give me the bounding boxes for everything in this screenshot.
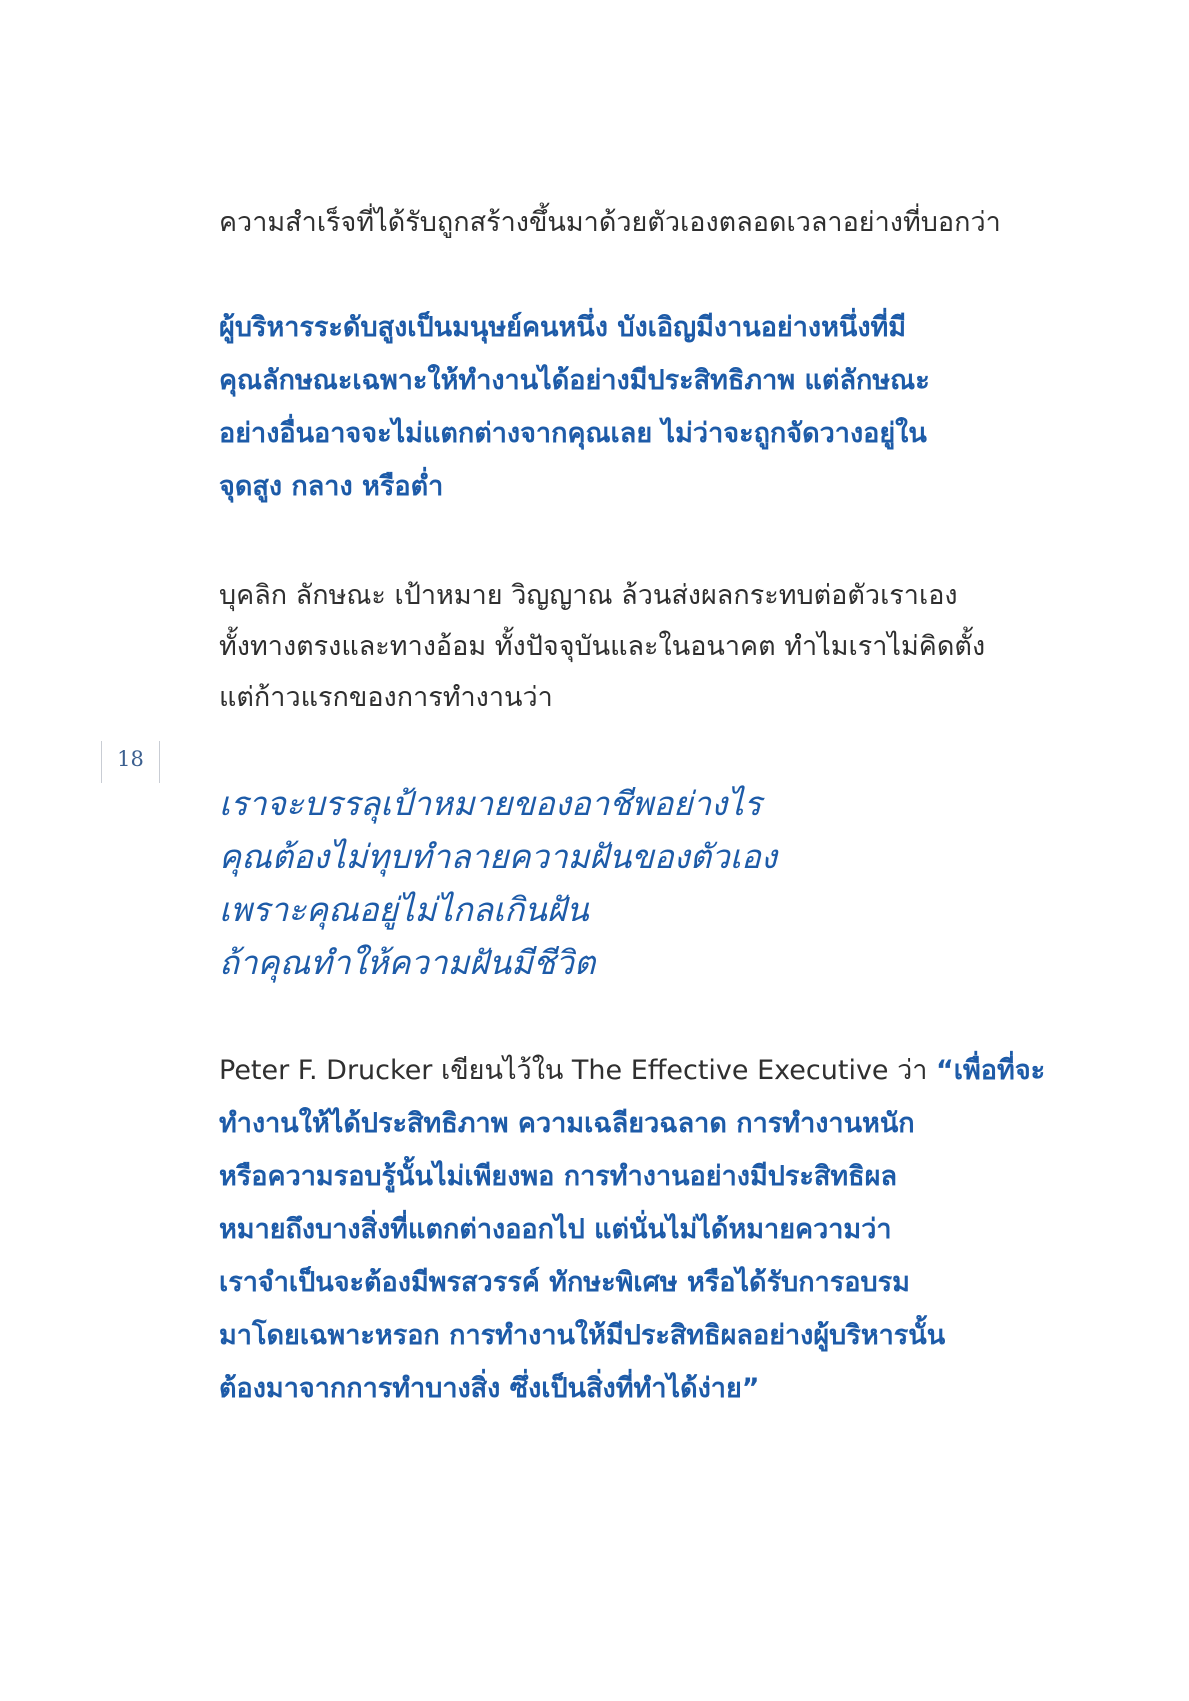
body-line-2: ทั้งทางตรงและทางอ้อม ทั้งปัจจุบันและในอนาคต ทำไมเราไม่คิดตั้ง: [219, 631, 986, 662]
quote-line-6: ต้องมาจากการทำบางสิ่ง ซึ่งเป็นสิ่งที่ทำได้ง่าย”: [219, 1373, 760, 1404]
quote-line-1: ทำงานให้ได้ประสิทธิภาพ ความเฉลียวฉลาด การทำงานหนัก: [219, 1108, 915, 1139]
page-number-marker: [101, 741, 160, 783]
body-line-1: บุคลิก ลักษณะ เป้าหมาย วิญญาณ ล้วนส่งผลกระทบต่อตัวเราเอง: [219, 580, 958, 611]
quote-lead-bold: “เพื่อที่จะ: [936, 1055, 1046, 1086]
quote-lead-text: Peter F. Drucker เขียนไว้ใน The Effective Executive ว่า: [219, 1055, 937, 1086]
page-number: 18: [117, 747, 144, 771]
highlight-line-4: จุดสูง กลาง หรือต่ำ: [219, 471, 444, 502]
quote-line-3: หมายถึงบางสิ่งที่แตกต่างออกไป แต่นั่นไม่ได้หมายความว่า: [219, 1214, 892, 1245]
highlight-line-2: คุณลักษณะเฉพาะให้ทำงานได้อย่างมีประสิทธิภาพ แต่ลักษณะ: [219, 365, 930, 396]
poem-line-4: ถ้าคุณทำให้ความฝันมีชีวิต: [219, 943, 596, 982]
quote-line-4: เราจำเป็นจะต้องมีพรสวรรค์ ทักษะพิเศษ หรือได้รับการอบรม: [219, 1267, 910, 1298]
poem-line-3: เพราะคุณอยู่ไม่ไกลเกินฝัน: [219, 890, 589, 929]
poem-line-2: คุณต้องไม่ทุบทำลายความฝันของตัวเอง: [219, 837, 777, 876]
intro-text: ความสำเร็จที่ได้รับถูกสร้างขึ้นมาด้วยตัวเองตลอดเวลาอย่างที่บอกว่า: [219, 207, 1001, 238]
body-line-3: แต่ก้าวแรกของการทำงานว่า: [219, 682, 553, 713]
highlight-line-3: อย่างอื่นอาจจะไม่แตกต่างจากคุณเลย ไม่ว่าจะถูกจัดวางอยู่ใน: [219, 418, 927, 449]
quote-lead-line: [219, 1048, 1045, 1091]
highlight-line-1: ผู้บริหารระดับสูงเป็นมนุษย์คนหนึ่ง บังเอิญมีงานอย่างหนึ่งที่มี: [219, 312, 907, 343]
quote-line-2: หรือความรอบรู้นั้นไม่เพียงพอ การทำงานอย่างมีประสิทธิผล: [219, 1161, 898, 1192]
quote-line-5: มาโดยเฉพาะหรอก การทำงานให้มีประสิทธิผลอย่างผู้บริหารนั้น: [219, 1320, 946, 1351]
poem-line-1: เราจะบรรลุเป้าหมายของอาชีพอย่างไร: [219, 784, 762, 823]
